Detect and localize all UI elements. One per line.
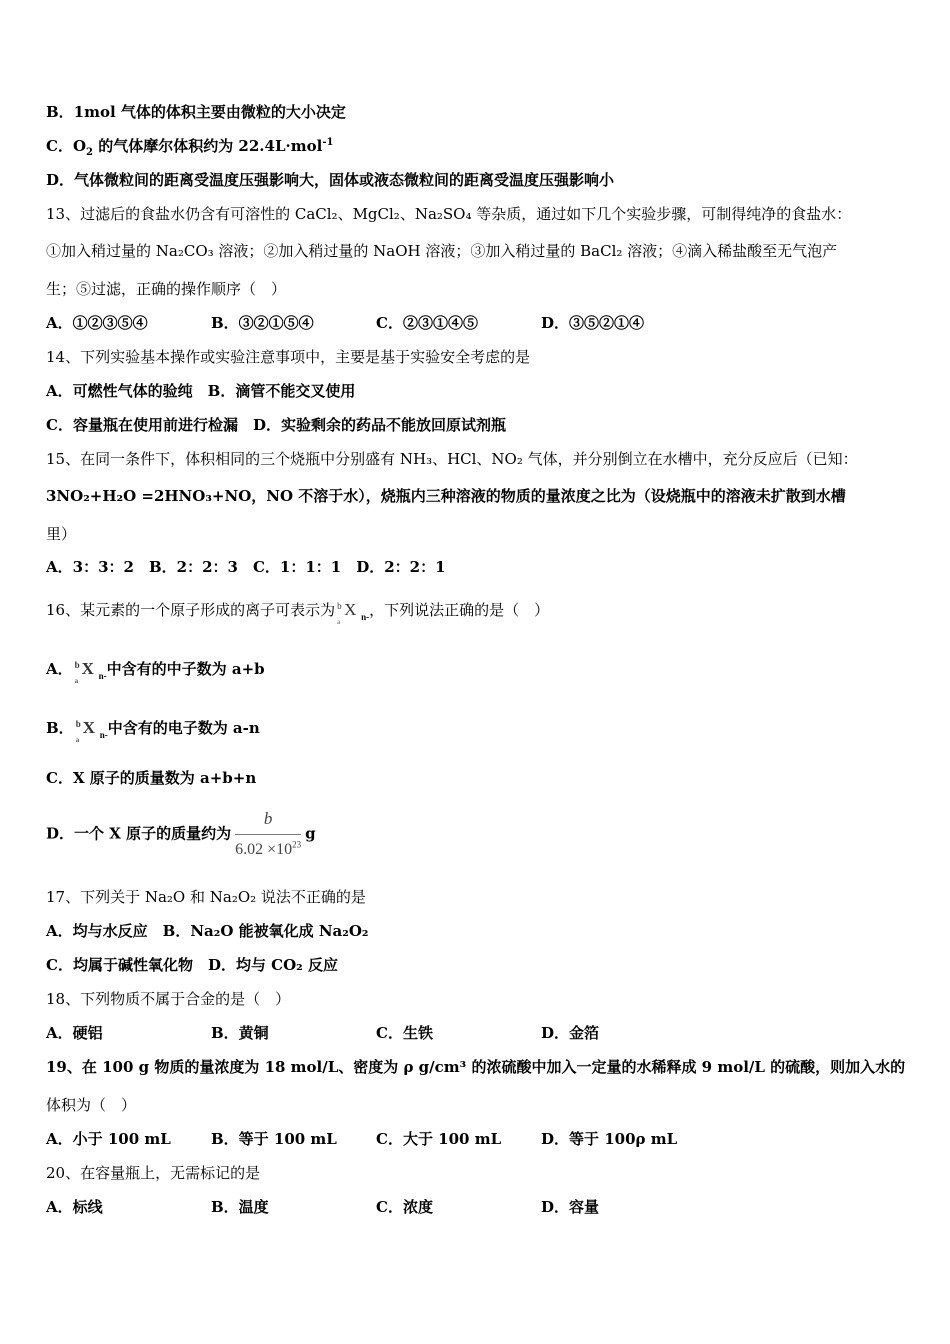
q13-option-b: B．③②①⑤④ [211, 314, 314, 332]
q16-option-d: D．一个 X 原子的质量约为 $\frac{b}{6.02 \times 10^{23}}$ g [46, 806, 316, 863]
q19-stem-line2: 体积为（ ） [46, 1096, 137, 1114]
q18-option-a: A．硬铝 [46, 1024, 103, 1042]
q17-options-row1: A．均与水反应 B．Na₂O 能被氧化成 Na₂O₂ [46, 922, 369, 940]
q20-option-b: B．温度 [211, 1198, 269, 1216]
ion-notation: b a X n- [75, 718, 108, 744]
q12-option-c: C．$O_2$ 的气体摩尔体积约为 22.4L·mol$^{-1}$ [46, 137, 334, 158]
q18-stem: 18、下列物质不属于合金的是（ ） [46, 990, 291, 1008]
q15-stem-line1: 15、在同一条件下，体积相同的三个烧瓶中分别盛有 NH₃、HCl、NO₂ 气体，并分别倒立在水槽中，充分反应后（已知： [46, 450, 858, 468]
q18-option-c: C．生铁 [376, 1024, 433, 1042]
q13-stem-line1: 13、过滤后的食盐水仍含有可溶性的 CaCl₂、MgCl₂、Na₂SO₄ 等杂质，通过如下几个实验步骤，可制得纯净的食盐水： [46, 205, 852, 223]
q17-options-row2: C．均属于碱性氧化物 D．均与 CO₂ 反应 [46, 956, 338, 974]
q13-stem-line2: ①加入稍过量的 Na₂CO₃ 溶液；②加入稍过量的 NaOH 溶液；③加入稍过量的 BaCl₂ 溶液；④滴入稀盐酸至无气泡产 [46, 242, 838, 260]
q16-option-a: A． b a X n- 中含有的中子数为 a+b [46, 659, 265, 685]
q19-option-b: B．等于 100 mL [211, 1130, 337, 1148]
q20-option-d: D．容量 [541, 1198, 600, 1216]
mass-fraction: $\frac{b}{6.02 \times 10^{23}}$ [235, 806, 301, 863]
q19-option-d: D．等于 100ρ mL [541, 1130, 678, 1148]
q15-stem-line2: 3NO₂+H₂O =2HNO₃+NO，NO 不溶于水），烧瓶内三种溶液的物质的量浓度之比为（设烧瓶中的溶液未扩散到水槽 [46, 487, 846, 505]
q20-option-c: C．浓度 [376, 1198, 433, 1216]
q14-stem: 14、下列实验基本操作或实验注意事项中，主要是基于实验安全考虑的是 [46, 348, 531, 366]
q16-option-c: C．X 原子的质量数为 a+b+n [46, 769, 257, 787]
q18-option-d: D．金箔 [541, 1024, 600, 1042]
q19-option-c: C．大于 100 mL [376, 1130, 502, 1148]
q13-option-c: C．②③①④⑤ [376, 314, 478, 332]
q20-stem: 20、在容量瓶上，无需标记的是 [46, 1164, 261, 1182]
q19-option-a: A．小于 100 mL [46, 1130, 171, 1148]
q18-option-b: B．黄铜 [211, 1024, 269, 1042]
q15-options: A．3：3：2 B．2：2：3 C．1：1：1 D．2：2：1 [46, 558, 446, 576]
q16-option-b: B． b a X n- 中含有的电子数为 a-n [46, 718, 260, 744]
q12-option-b: B．1mol 气体的体积主要由微粒的大小决定 [46, 103, 346, 121]
q14-options-row1: A．可燃性气体的验纯 B．滴管不能交叉使用 [46, 382, 356, 400]
ion-notation: b a X n- [337, 600, 370, 626]
q13-stem-line3: 生；⑤过滤，正确的操作顺序（ ） [46, 280, 287, 298]
ion-notation: b a X n- [74, 659, 107, 685]
q15-stem-line3: 里） [46, 525, 77, 543]
q13-option-d: D．③⑤②①④ [541, 314, 645, 332]
q19-stem-line1: 19、在 100 g 物质的量浓度为 18 mol/L、密度为 ρ g/cm³ 的浓硫酸中加入一定量的水稀释成 9 mol/L 的硫酸，则加入水的 [46, 1058, 906, 1076]
q13-option-a: A．①②③⑤④ [46, 314, 148, 332]
q14-options-row2: C．容量瓶在使用前进行检漏 D．实验剩余的药品不能放回原试剂瓶 [46, 416, 506, 434]
q17-stem: 17、下列关于 Na₂O 和 Na₂O₂ 说法不正确的是 [46, 888, 366, 906]
q12-option-d: D．气体微粒间的距离受温度压强影响大，固体或液态微粒间的距离受温度压强影响小 [46, 171, 615, 189]
q16-stem: 16、某元素的一个原子形成的离子可表示为 b a X n- ，下列说法正确的是（ ） [46, 600, 550, 626]
q20-option-a: A．标线 [46, 1198, 103, 1216]
